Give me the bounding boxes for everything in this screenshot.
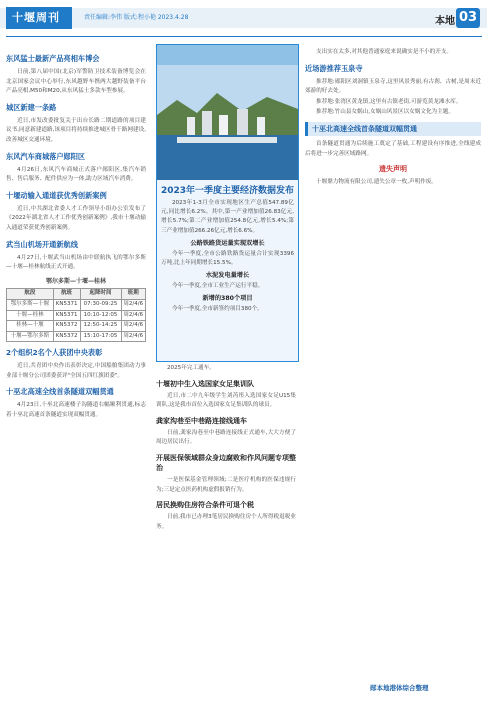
headline: 东风猛士最新产品亮相车博会 [6, 54, 100, 63]
paragraph: 4月26日,东风汽车商城正式落户郧阳区,集汽车销售、售后服务、配件供应为一体,助力区域汽车消费。 [6, 166, 146, 183]
editor-line: 责任编辑:李伟 版式:程小艳 2023.4.28 [84, 14, 189, 21]
feature-subhead: 水泥发电量增长 [205, 272, 250, 280]
table-cell: 桂林—十堰 [7, 321, 54, 332]
table-cell: 07:30-09:25 [80, 299, 121, 310]
table-cell: 12:50-14:25 [80, 321, 121, 332]
header-rule [6, 36, 482, 37]
paragraph: 推荐地:竹山县女娲山,女娲山风景区以女娲文化为主题。 [316, 109, 454, 116]
table-row [7, 321, 146, 332]
feature-paragraph: 今年一季度,全市工业生产运行平稳。 [172, 283, 264, 290]
page-header [0, 0, 487, 36]
column-right [305, 48, 481, 188]
headline: 城区新建一条路 [6, 102, 57, 112]
paragraph: 4月23日,十巫北高速楼子沟隧道右幅顺利贯通,标志着十巫北高速首条隧道实现双幅贯通。 [6, 402, 146, 419]
headline: 十巫北高速全线首条隧道双幅贯通 [6, 387, 114, 397]
notice-title: 遗失声明 [379, 165, 407, 174]
feature-box [156, 44, 299, 362]
paragraph: 日前,第八届中国(北京)军警防卫技术装备博览会在北京国家会议中心举行,东风越野车携两大越野装备平台产品亮相,M50和M20,从东风猛士多款车型参展。 [6, 69, 146, 95]
feature-subhead: 公路铁路货运量实现双增长 [190, 239, 265, 247]
column-left [6, 48, 146, 422]
table-row [7, 331, 146, 342]
paragraph: 近日,中共湖北省委人才工作领导小组办公室发布了《2022年湖北省人才工作优秀创新案例》,我市十堰动输入通道荣获优秀创新案例。 [6, 205, 146, 231]
headline: 近场游推荐玉泉寺 [305, 63, 363, 73]
table-header: 班期 [121, 289, 146, 300]
feature-paragraph: 今年一季度,全市公路铁路货运量合计实现3396万吨,比上年同期增长15.5%。 [161, 250, 294, 267]
headline: 2个组织2名个人获团中央表彰 [6, 348, 103, 358]
publication-logo: 十堰周刊 [6, 7, 72, 29]
table-cell: 十堰—桂林 [7, 310, 54, 321]
paragraph: 近日,市二中九年级学生刘芮彤入选国家女足U15集训队,这是我市首位入选国家女足集训队的球员。 [156, 392, 296, 409]
headline: 十堰初中生入选国家女足集训队 [156, 379, 254, 388]
highlight-title: 十巫北高速全线首条隧道双幅贯通 [312, 124, 417, 133]
table-cell: KN5372 [53, 331, 80, 342]
feature-paragraph: 今年一季度,全市新签约项目380个。 [172, 306, 263, 313]
table-header: 起降时间 [80, 289, 121, 300]
paragraph: 十堰鼎力物流有限公司,遗失公章一枚,声明作废。 [316, 178, 438, 185]
page-number: 03 [456, 8, 480, 28]
headline: 十堰动输入通道获优秀创新案例 [6, 190, 107, 200]
footer-credit: 郧本地港体综合整理 [370, 684, 429, 692]
table-title: 鄂尔多斯—十堰—桂林 [45, 277, 106, 285]
table-header: 航班 [53, 289, 80, 300]
paragraph: 2025年完工通车。 [167, 365, 215, 371]
section-name: 本地 [435, 16, 455, 27]
table-cell: KN5371 [53, 310, 80, 321]
highlight-box [305, 122, 481, 136]
table-cell: 周2/4/6 [121, 299, 146, 310]
headline: 东风汽车商城落户郧阳区 [6, 151, 86, 161]
table-cell: 十堰—鄂尔多斯 [7, 331, 54, 342]
table-cell: 周2/4/6 [121, 310, 146, 321]
table-header: 航段 [7, 289, 54, 300]
table-row [7, 310, 146, 321]
header-band [0, 8, 487, 28]
paragraph: 推荐地:郧阳区刘洞镇玉泉寺,这里风景秀丽,有古刹、古树,是周末近郊游的好去处。 [305, 78, 481, 95]
paragraph: 4月27日,十堰武当山机场由中联航执飞的鄂尔多斯—十堰—桂林航线正式开通。 [6, 254, 146, 271]
feature-body [161, 199, 294, 315]
table-cell: KN5371 [53, 299, 80, 310]
headline: 武当山机场开通新航线 [6, 239, 78, 249]
city-photo [157, 45, 298, 180]
paragraph: 日前,我市已办理3笔居民换购住房个人所得税退税业务。 [156, 514, 296, 530]
feature-title: 2023年一季度主要经济数据发布 [160, 186, 295, 196]
headline: 开展医保领域群众身边腐败和作风问题专项整治 [156, 453, 296, 472]
feature-subhead: 新增的380个项目 [202, 295, 253, 303]
feature-paragraph: 2023年1-3月全市实现地区生产总值547.89亿元,同比增长6.2%。其中,第一产业增加值26.83亿元,增长5.7%;第二产业增加值254.8亿元,增长5.4%;第三产业增加值266.26亿元,增长6.6%。 [161, 200, 294, 234]
table-cell: 鄂尔多斯—十堰 [7, 299, 54, 310]
paragraph: 首条隧道贯通为后续施工奠定了基础,工程建设有序推进,全线建成后将进一步完善区域路网。 [305, 140, 481, 157]
paragraph: 推荐地:张湾区黄龙镇,这里有古镇老街,可游览黄龙滩水库。 [316, 98, 462, 105]
table-cell: 周2/4/6 [121, 321, 146, 332]
headline: 龚家沟巷至中巷路连接线通车 [156, 416, 247, 425]
paragraph: 一是医保基金管理领域;二是医疗机构的医保违规行为;三是定点医药机构虚假报销行为。 [156, 476, 296, 493]
headline: 居民换购住房符合条件可退个税 [156, 501, 254, 510]
table-cell: KN5372 [53, 321, 80, 332]
table-cell: 周2/4/6 [121, 331, 146, 342]
paragraph: 近日,市发改委批复关于出台长路二期道路的项目建议书,同意新建道路,该项目将持续推进城区骨干路网建设,改善城区交通环境。 [6, 117, 146, 143]
column-middle [156, 364, 296, 533]
paragraph: 近日,共青团中央作出表彰决定,中国船舶集团动力事业部十堰分公司团委获评"全国五四红旗团委"。 [6, 363, 146, 379]
paragraph: 支出实在太多,对其他普通家庭来说确实是不小的开支。 [316, 49, 453, 55]
paragraph: 日前,龚家沟巷至中巷路连接线正式通车,大大方便了周边居民出行。 [156, 429, 296, 446]
table-cell: 15:10-17:05 [80, 331, 121, 342]
table-cell: 10:10-12:05 [80, 310, 121, 321]
flight-table [6, 288, 146, 342]
table-row [7, 299, 146, 310]
